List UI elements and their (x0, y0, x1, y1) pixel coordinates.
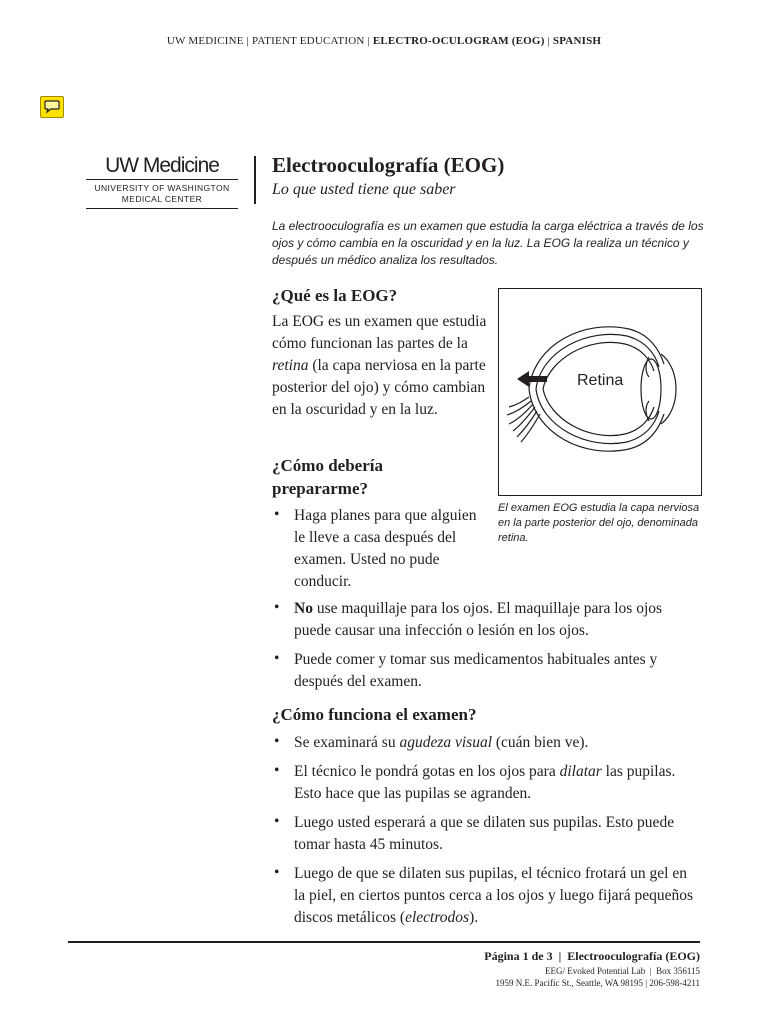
list-item (272, 598, 702, 642)
section-how-it-works-heading: ¿Cómo funciona el examen? (272, 705, 477, 724)
page-subtitle: Lo que usted tiene que saber (272, 181, 456, 198)
logo-line2: MEDICAL CENTER (121, 194, 203, 204)
header-language: SPANISH (552, 35, 602, 47)
footer-lab-info: EEG/ Evoked Potential Lab | Box 356115 (545, 966, 700, 976)
footer-divider (68, 941, 700, 943)
footer-doc-title: Electrooculografía (EOG) (567, 949, 700, 963)
logo-brand: UW Medicine (86, 154, 238, 180)
header-separator: | (544, 35, 553, 47)
figure-caption: El examen EOG estudia la capa nerviosa en la parte posterior del ojo, denominada retina. (498, 502, 700, 544)
retina-label: Retina (577, 372, 624, 389)
list-item (272, 863, 702, 929)
uw-medicine-logo (86, 154, 238, 209)
speech-bubble-icon (44, 100, 60, 114)
logo-subtitle (86, 183, 238, 209)
prep-heading-line1: ¿Cómo debería (272, 456, 383, 475)
how-b4-pre: Luego de que se dilaten sus pupilas, el técnico frotará un gel en la piel, en ciertos puntos cerca a los ojos y luego fijará pequeños discos metálicos ( (294, 865, 693, 926)
prep-bullet-3-text: Puede comer y tomar sus medicamentos habituales antes y después del examen. (294, 651, 658, 690)
bullet-icon: • (274, 762, 280, 779)
bullet-icon: • (274, 813, 280, 830)
footer-page-info (484, 949, 700, 964)
list-item (272, 649, 702, 693)
s1-text-before: La EOG es un examen que estudia cómo funcionan las partes de la (272, 313, 487, 352)
eye-diagram (498, 288, 702, 496)
list-item (272, 732, 702, 754)
intro-paragraph: La electrooculografía es un examen que estudia la carga eléctrica a través de los ojos y cómo cambia en la oscuridad y en la luz. La EOG la realiza un técnico y después un médico analiza los resultados. (272, 219, 704, 267)
how-b4-post: ). (469, 909, 479, 926)
how-b2-post: las pupilas. Esto hace que las pupilas se agranden. (294, 763, 676, 802)
comment-icon[interactable] (40, 96, 64, 118)
bullet-icon: • (274, 864, 280, 881)
list-item (272, 761, 702, 805)
how-b2-pre: El técnico le pondrá gotas en los ojos para (294, 763, 560, 780)
prep-heading-line2: prepararme? (272, 479, 368, 498)
prep-bullet-2-text: use maquillaje para los ojos. El maquillaje para los ojos puede causar una infección o lesión en los ojos. (294, 600, 663, 639)
list-item (272, 812, 702, 856)
bullet-icon: • (274, 650, 280, 667)
title-divider (254, 156, 256, 204)
header-prefix: UW MEDICINE | PATIENT EDUCATION | (166, 35, 373, 47)
footer-page-number: Página 1 de 3 (484, 949, 553, 963)
section-what-is-eog-heading: ¿Qué es la EOG? (272, 286, 398, 305)
bullet-icon: • (274, 599, 280, 616)
how-b1-post: (cuán bien ve). (492, 734, 589, 751)
footer-address: 1959 N.E. Pacific St., Seattle, WA 98195 | 206-598-4211 (495, 978, 700, 988)
logo-line1: UNIVERSITY OF WASHINGTON (94, 183, 230, 193)
eye-illustration (499, 289, 701, 495)
header-doc-name: ELECTRO-OCULOGRAM (EOG) (372, 35, 545, 47)
how-b2-italic: dilatar (559, 763, 602, 780)
how-b1-italic: agudeza visual (399, 734, 493, 751)
how-b4-italic: electrodos (405, 909, 470, 926)
how-it-works-list (272, 732, 702, 936)
list-item (272, 505, 482, 593)
prep-bullet-1-text: Haga planes para que alguien le lleve a casa después del examen. Usted no pude conducir. (294, 507, 477, 590)
section-what-is-eog-text (272, 311, 494, 421)
s1-text-italic: retina (272, 357, 309, 374)
s1-text-after: (la capa nerviosa en la parte posterior del ojo) y cómo cambian en la oscuridad y en la luz. (272, 357, 486, 418)
how-b3-text: Luego usted esperará a que se dilaten sus pupilas. Esto puede tomar hasta 45 minutos. (294, 814, 675, 853)
footer-separator: | (552, 949, 568, 963)
bullet-icon: • (274, 733, 280, 750)
prep-bullet-1 (272, 505, 482, 600)
header-breadcrumb (0, 35, 768, 47)
prep-bullets-2-3 (272, 598, 702, 700)
bullet-icon: • (274, 506, 280, 523)
section-preparation-heading (272, 454, 383, 500)
how-b1-pre: Se examinará su (294, 734, 400, 751)
left-arrow-icon (517, 371, 547, 387)
page-title: Electrooculografía (EOG) (272, 153, 505, 177)
prep-bullet-2-bold: No (294, 600, 313, 617)
